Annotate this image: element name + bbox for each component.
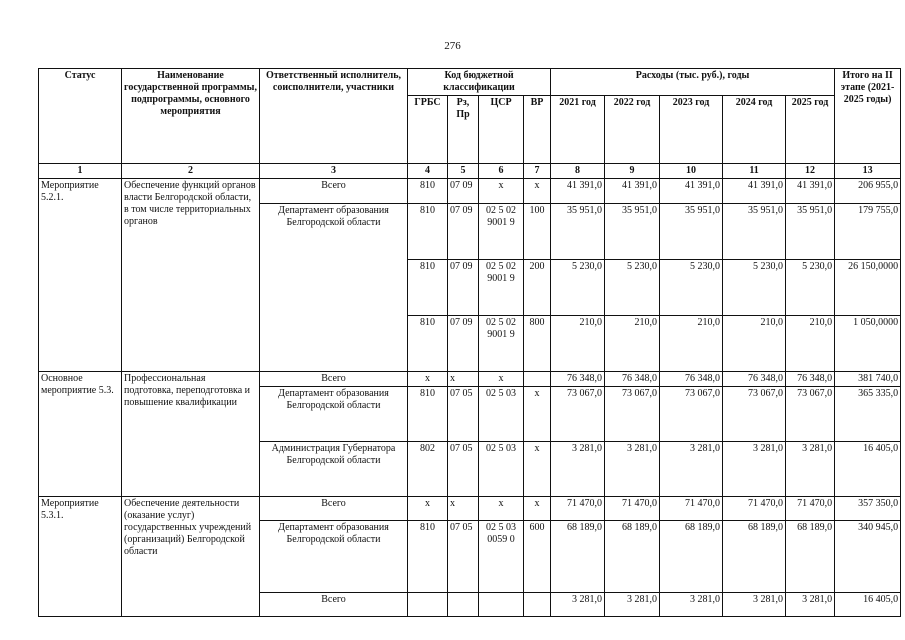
rzpr-cell: 07 05 <box>448 521 479 593</box>
value-2024: 3 281,0 <box>723 593 786 617</box>
value-2025: 3 281,0 <box>786 442 835 497</box>
value-2023: 3 281,0 <box>660 442 723 497</box>
budget-table <box>38 68 901 617</box>
value-2023: 41 391,0 <box>660 179 723 204</box>
col-number: 9 <box>605 164 660 179</box>
header-2022: 2022 год <box>605 96 660 164</box>
col-number: 3 <box>260 164 408 179</box>
csr-cell <box>479 593 524 617</box>
col-number: 10 <box>660 164 723 179</box>
col-number: 7 <box>524 164 551 179</box>
total-cell: 365 335,0 <box>835 387 901 442</box>
value-2021: 76 348,0 <box>551 372 605 387</box>
value-2025: 210,0 <box>786 316 835 372</box>
responsible-cell: Всего <box>260 179 408 204</box>
value-2022: 71 470,0 <box>605 497 660 521</box>
value-2021: 3 281,0 <box>551 593 605 617</box>
vr-cell: х <box>524 497 551 521</box>
vr-cell: 100 <box>524 204 551 260</box>
value-2024: 68 189,0 <box>723 521 786 593</box>
csr-cell: 02 5 02 9001 9 <box>479 260 524 316</box>
value-2022: 5 230,0 <box>605 260 660 316</box>
value-2023: 3 281,0 <box>660 593 723 617</box>
rzpr-cell: 07 09 <box>448 260 479 316</box>
value-2023: 210,0 <box>660 316 723 372</box>
grbs-cell: 810 <box>408 179 448 204</box>
value-2025: 5 230,0 <box>786 260 835 316</box>
csr-cell: 02 5 02 9001 9 <box>479 316 524 372</box>
col-number: 11 <box>723 164 786 179</box>
total-cell: 179 755,0 <box>835 204 901 260</box>
total-cell: 16 405,0 <box>835 442 901 497</box>
col-number: 2 <box>122 164 260 179</box>
header-vr: ВР <box>524 96 551 164</box>
grbs-cell: 810 <box>408 260 448 316</box>
header-2024: 2024 год <box>723 96 786 164</box>
col-number: 12 <box>786 164 835 179</box>
status-cell: Основное мероприятие 5.3. <box>39 372 122 497</box>
rzpr-cell: 07 09 <box>448 316 479 372</box>
total-cell: 206 955,0 <box>835 179 901 204</box>
vr-cell: х <box>524 179 551 204</box>
vr-cell: х <box>524 442 551 497</box>
value-2021: 68 189,0 <box>551 521 605 593</box>
col-number: 6 <box>479 164 524 179</box>
table-row <box>39 497 901 521</box>
col-number: 8 <box>551 164 605 179</box>
grbs-cell: 810 <box>408 316 448 372</box>
rzpr-cell <box>448 593 479 617</box>
grbs-cell: х <box>408 497 448 521</box>
vr-cell: х <box>524 387 551 442</box>
value-2024: 76 348,0 <box>723 372 786 387</box>
csr-cell: х <box>479 497 524 521</box>
vr-cell: 200 <box>524 260 551 316</box>
status-cell: Мероприятие 5.3.1. <box>39 497 122 617</box>
rzpr-cell: 07 05 <box>448 387 479 442</box>
value-2021: 71 470,0 <box>551 497 605 521</box>
col-number: 5 <box>448 164 479 179</box>
csr-cell: х <box>479 179 524 204</box>
responsible-cell: Департамент образования Белгородской области <box>260 204 408 372</box>
value-2022: 76 348,0 <box>605 372 660 387</box>
total-cell: 26 150,0000 <box>835 260 901 316</box>
col-number: 4 <box>408 164 448 179</box>
value-2022: 3 281,0 <box>605 442 660 497</box>
header-responsible: Ответственный исполнитель, соисполнители, участники <box>260 69 408 164</box>
value-2023: 73 067,0 <box>660 387 723 442</box>
total-cell: 357 350,0 <box>835 497 901 521</box>
value-2025: 73 067,0 <box>786 387 835 442</box>
value-2025: 71 470,0 <box>786 497 835 521</box>
header-grbs: ГРБС <box>408 96 448 164</box>
name-cell: Обеспечение функций органов власти Белгородской области, в том числе территориальных органов <box>122 179 260 372</box>
vr-cell <box>524 593 551 617</box>
col-number: 1 <box>39 164 122 179</box>
value-2021: 73 067,0 <box>551 387 605 442</box>
value-2021: 35 951,0 <box>551 204 605 260</box>
value-2023: 68 189,0 <box>660 521 723 593</box>
total-cell: 381 740,0 <box>835 372 901 387</box>
csr-cell: 02 5 03 <box>479 442 524 497</box>
value-2025: 35 951,0 <box>786 204 835 260</box>
status-cell: Мероприятие 5.2.1. <box>39 179 122 372</box>
value-2021: 41 391,0 <box>551 179 605 204</box>
total-cell: 1 050,0000 <box>835 316 901 372</box>
value-2024: 210,0 <box>723 316 786 372</box>
value-2021: 5 230,0 <box>551 260 605 316</box>
value-2025: 68 189,0 <box>786 521 835 593</box>
csr-cell: х <box>479 372 524 387</box>
rzpr-cell: 07 05 <box>448 442 479 497</box>
grbs-cell: 810 <box>408 204 448 260</box>
value-2025: 41 391,0 <box>786 179 835 204</box>
col-number: 13 <box>835 164 901 179</box>
value-2024: 5 230,0 <box>723 260 786 316</box>
grbs-cell: 810 <box>408 521 448 593</box>
value-2025: 3 281,0 <box>786 593 835 617</box>
vr-cell: 600 <box>524 521 551 593</box>
responsible-cell: Администрация Губернатора Белгородской области <box>260 442 408 497</box>
header-2021: 2021 год <box>551 96 605 164</box>
value-2024: 71 470,0 <box>723 497 786 521</box>
rzpr-cell: 07 09 <box>448 179 479 204</box>
value-2024: 35 951,0 <box>723 204 786 260</box>
rzpr-cell: х <box>448 372 479 387</box>
header-rzpr: Рз, Пр <box>448 96 479 164</box>
value-2022: 210,0 <box>605 316 660 372</box>
responsible-cell: Департамент образования Белгородской области <box>260 387 408 442</box>
value-2022: 35 951,0 <box>605 204 660 260</box>
value-2022: 68 189,0 <box>605 521 660 593</box>
total-cell: 16 405,0 <box>835 593 901 617</box>
vr-cell: 800 <box>524 316 551 372</box>
name-cell: Профессиональная подготовка, переподготовка и повышение квалификации <box>122 372 260 497</box>
value-2023: 76 348,0 <box>660 372 723 387</box>
header-name: Наименование государственной программы, подпрограммы, основного мероприятия <box>122 69 260 164</box>
responsible-cell: Всего <box>260 497 408 521</box>
header-csr: ЦСР <box>479 96 524 164</box>
grbs-cell: х <box>408 372 448 387</box>
rzpr-cell: х <box>448 497 479 521</box>
grbs-cell: 802 <box>408 442 448 497</box>
header-status: Статус <box>39 69 122 164</box>
header-2023: 2023 год <box>660 96 723 164</box>
value-2024: 3 281,0 <box>723 442 786 497</box>
value-2022: 3 281,0 <box>605 593 660 617</box>
header-expenses: Расходы (тыс. руб.), годы <box>551 69 835 96</box>
header-2025: 2025 год <box>786 96 835 164</box>
csr-cell: 02 5 02 9001 9 <box>479 204 524 260</box>
header-total: Итого на II этапе (2021-2025 годы) <box>835 69 901 164</box>
value-2022: 73 067,0 <box>605 387 660 442</box>
table-row <box>39 372 901 387</box>
value-2021: 210,0 <box>551 316 605 372</box>
total-cell: 340 945,0 <box>835 521 901 593</box>
responsible-cell: Департамент образования Белгородской области <box>260 521 408 593</box>
grbs-cell <box>408 593 448 617</box>
value-2025: 76 348,0 <box>786 372 835 387</box>
rzpr-cell: 07 09 <box>448 204 479 260</box>
value-2023: 71 470,0 <box>660 497 723 521</box>
responsible-cell: Всего <box>260 593 408 617</box>
table-row <box>39 179 901 204</box>
header-budget-code: Код бюджетной классификации <box>408 69 551 96</box>
responsible-cell: Всего <box>260 372 408 387</box>
value-2024: 41 391,0 <box>723 179 786 204</box>
csr-cell: 02 5 03 <box>479 387 524 442</box>
value-2024: 73 067,0 <box>723 387 786 442</box>
grbs-cell: 810 <box>408 387 448 442</box>
name-cell: Обеспечение деятельности (оказание услуг) государственных учреждений (организаций) Белгородской области <box>122 497 260 617</box>
csr-cell: 02 5 03 0059 0 <box>479 521 524 593</box>
value-2023: 5 230,0 <box>660 260 723 316</box>
value-2022: 41 391,0 <box>605 179 660 204</box>
value-2023: 35 951,0 <box>660 204 723 260</box>
page-number: 276 <box>444 40 461 52</box>
vr-cell <box>524 372 551 387</box>
value-2021: 3 281,0 <box>551 442 605 497</box>
